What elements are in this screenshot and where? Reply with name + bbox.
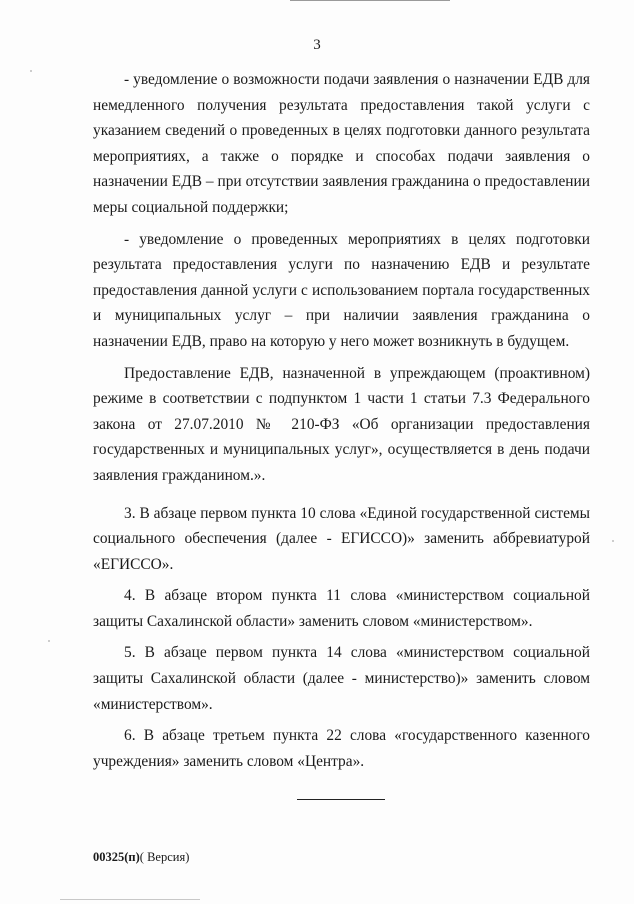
scan-speck (612, 540, 614, 542)
paragraph-item-3: 3. В абзаце первом пункта 10 слова «Единой государственной системы социального обеспечения (далее - ЕГИССО)» заменить аббревиатурой «ЕГИССО». (93, 504, 590, 573)
scan-edge-line (290, 0, 450, 1)
page-number: 3 (313, 37, 321, 53)
document-body (93, 67, 590, 774)
paragraph-item-5: 5. В абзаце первом пункта 14 слова «министерством социальной защиты Сахалинской области (далее - министерство)» заменить словом «министерством». (93, 644, 590, 713)
end-divider-line (297, 799, 385, 800)
paragraph-item-4: 4. В абзаце втором пункта 11 слова «министерством социальной защиты Сахалинской области» заменить словом «министерством». (93, 587, 590, 630)
scan-edge-line (60, 899, 200, 900)
paragraph-notice-possibility: - уведомление о возможности подачи заявления о назначении ЕДВ для немедленного получения результата предоставления такой услуги с указанием сведений о проведенных в целях подготовки данного результата мероприятиях, а также о порядке и способах подачи заявления о назначении ЕДВ – при отсутствии заявления гражданина о предоставлении меры социальной поддержки; (93, 71, 590, 216)
document-version: ( Версия) (139, 850, 190, 864)
document-footer (93, 850, 189, 865)
document-code: 00325(п) (93, 850, 140, 864)
paragraph-proactive-provision: Предоставление ЕДВ, назначенной в упреждающем (проактивном) режиме в соответствии с подпунктом 1 части 1 статьи 7.3 Федерального закона от 27.07.2010 № 210-ФЗ «Об организации предоставления государственных и муниципальных услуг», осуществляется в день подачи заявления гражданином.». (93, 364, 590, 484)
scan-speck (48, 640, 50, 642)
scan-speck (30, 70, 32, 72)
paragraph-item-6: 6. В абзаце третьем пункта 22 слова «государственного казенного учреждения» заменить словом «Центра». (93, 727, 590, 770)
paragraph-notice-measures: - уведомление о проведенных мероприятиях в целях подготовки результата предоставления услуги по назначению ЕДВ и результате предоставления данной услуги с использованием портала государственных и муниципальных услуг – при наличии заявления гражданина о назначении ЕДВ, право на которую у него может возникнуть в будущем. (93, 230, 590, 350)
